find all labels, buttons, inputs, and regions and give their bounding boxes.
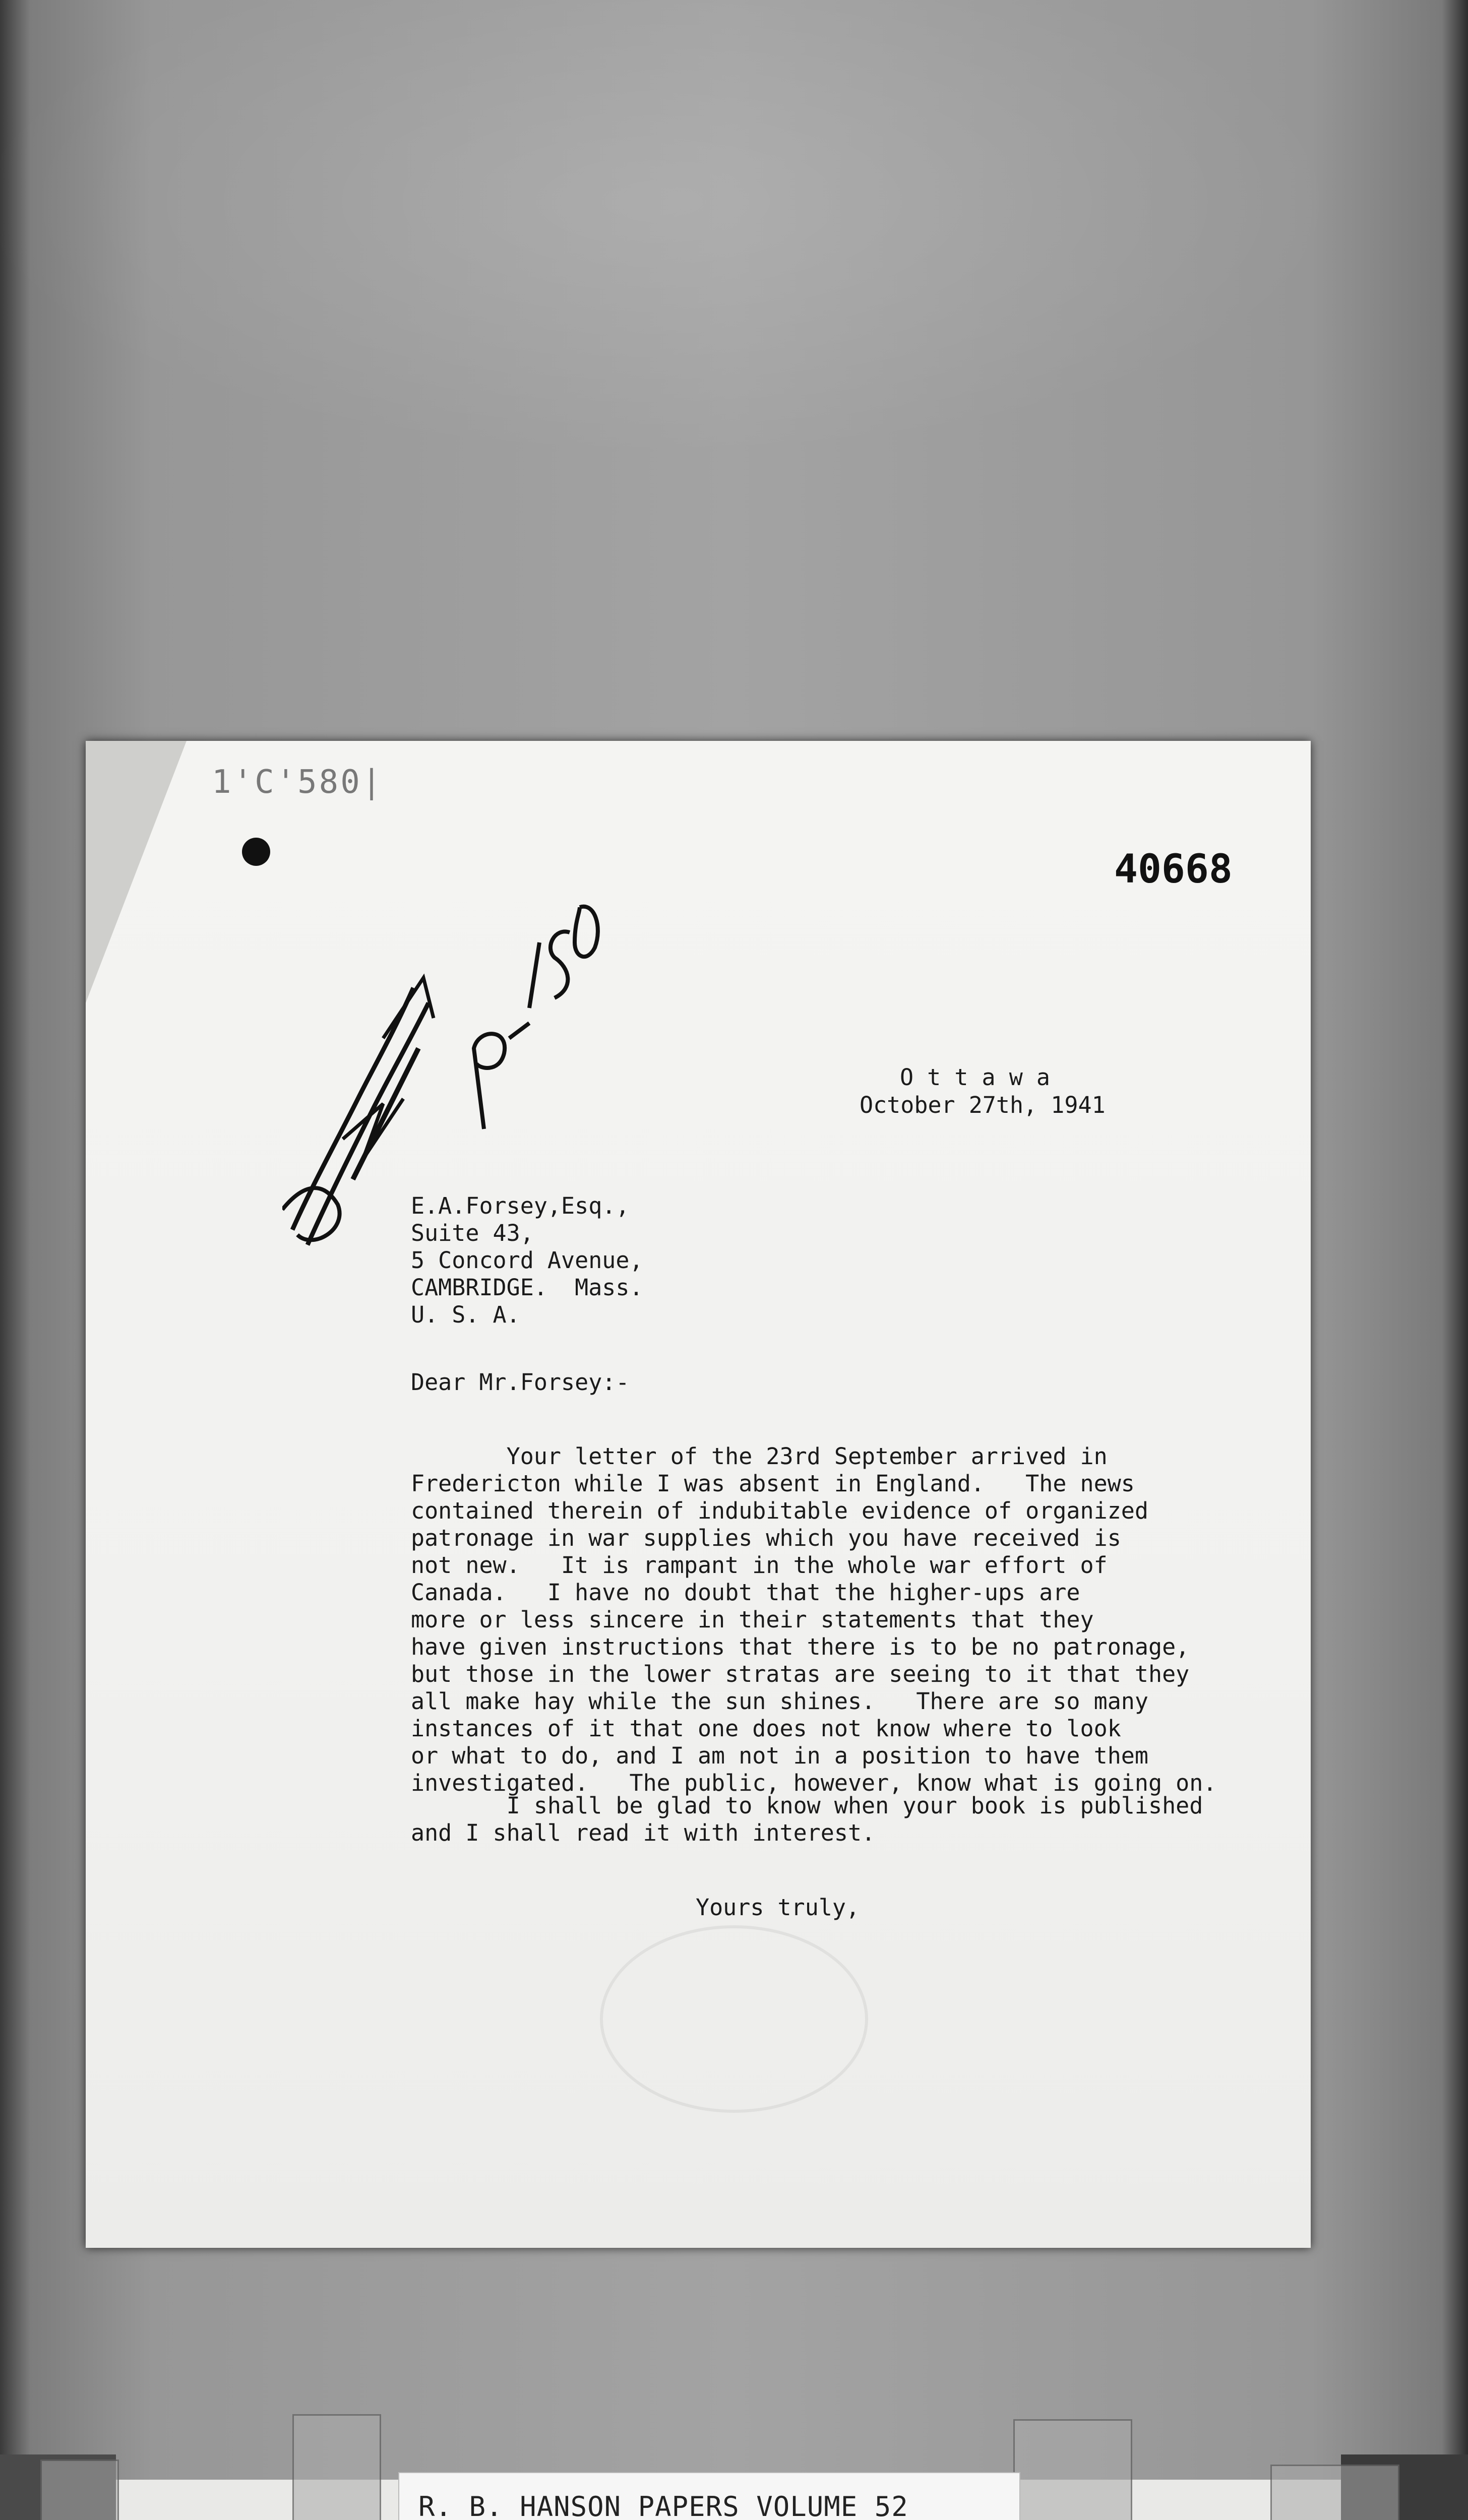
closing-line: and I shall read it with interest. <box>411 1819 876 1846</box>
body-line: Canada. I have no doubt that the higher-ups are <box>411 1579 1080 1606</box>
handwritten-reference <box>454 887 605 1149</box>
address-line: Suite 43, <box>411 1220 534 1246</box>
body-line: Fredericton while I was absent in England. The news <box>411 1470 1135 1497</box>
faded-stamp: 1'C'580| <box>212 764 384 801</box>
body-line: instances of it that one does not know where to look <box>411 1715 1121 1742</box>
background-shading <box>0 0 1468 504</box>
body-line: all make hay while the sun shines. There are so many <box>411 1688 1148 1715</box>
body-line: have given instructions that there is to be no patronage, <box>411 1633 1190 1660</box>
closing-line: I shall be glad to know when your book is published <box>411 1792 1203 1819</box>
body-line: but those in the lower stratas are seeing to it that they <box>411 1661 1190 1687</box>
body-line: not new. It is rampant in the whole war effort of <box>411 1552 1108 1579</box>
tape-strip <box>1270 2465 1399 2520</box>
punch-hole <box>242 838 270 866</box>
body-line: contained therein of indubitable evidence of organized <box>411 1497 1148 1524</box>
tape-strip <box>40 2460 119 2520</box>
body-line: Your letter of the 23rd September arrived in <box>411 1443 1108 1470</box>
signoff: Yours truly, <box>696 1894 860 1921</box>
folded-corner <box>86 741 187 1003</box>
address-line: CAMBRIDGE. Mass. <box>411 1274 643 1301</box>
address-line: U. S. A. <box>411 1301 520 1328</box>
document-number: 40668 <box>1114 847 1233 892</box>
address-line: E.A.Forsey,Esq., <box>411 1192 630 1219</box>
address-line: 5 Concord Avenue, <box>411 1247 643 1274</box>
letter-date: October 27th, 1941 <box>860 1092 1106 1118</box>
body-line: patronage in war supplies which you have received is <box>411 1525 1121 1551</box>
body-line: more or less sincere in their statements that they <box>411 1606 1094 1633</box>
letter-place: O t t a w a <box>900 1064 1051 1091</box>
body-line: or what to do, and I am not in a position to have them <box>411 1742 1148 1769</box>
faded-seal <box>600 1925 868 2113</box>
salutation: Dear Mr.Forsey:- <box>411 1369 630 1396</box>
tape-strip <box>292 2414 381 2520</box>
body-line: investigated. The public, however, know what is going on. <box>411 1770 1217 1796</box>
volume-label-text: R. B. HANSON PAPERS VOLUME 52 <box>418 2491 908 2520</box>
tape-strip <box>1013 2419 1132 2520</box>
